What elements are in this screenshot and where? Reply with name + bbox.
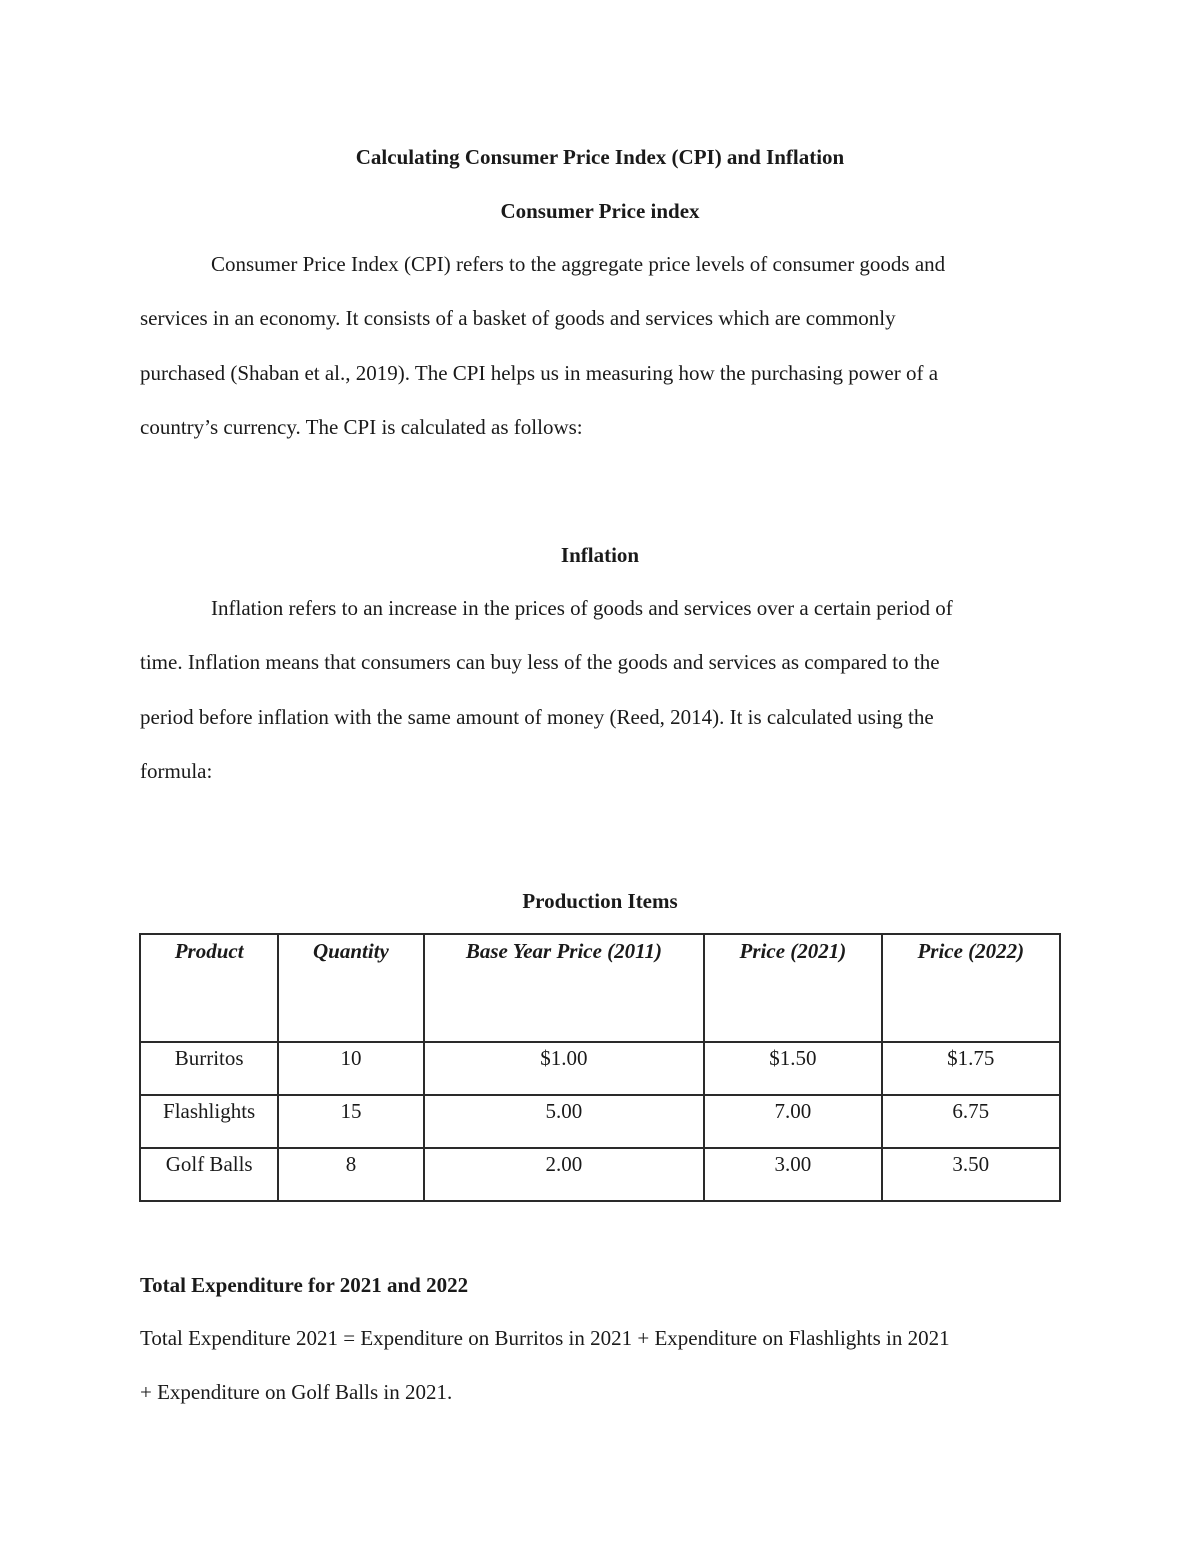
table-header-row [140,934,1060,1042]
paragraph-line: Total Expenditure 2021 = Expenditure on Burritos in 2021 + Expenditure on Flashlights in 2021 [140,1326,950,1350]
table-row [140,1042,1060,1095]
cell-product: Golf Balls [140,1148,278,1201]
cell-quantity: 15 [278,1095,423,1148]
production-items-table [139,933,1061,1202]
inflation-heading: Inflation [560,543,640,567]
cell-price-2021: 3.00 [704,1148,881,1201]
header-product: Product [140,934,278,1042]
cell-price-2021: $1.50 [704,1042,881,1095]
cell-base-price: $1.00 [424,1042,705,1095]
document-title: Calculating Consumer Price Index (CPI) and Inflation [355,145,845,169]
paragraph-line: + Expenditure on Golf Balls in 2021. [140,1380,453,1405]
paragraph-line: Consumer Price Index (CPI) refers to the aggregate price levels of consumer goods and [211,252,946,276]
expenditure-paragraph [140,1311,1070,1420]
cell-base-price: 5.00 [424,1095,705,1148]
table-row [140,1095,1060,1148]
paragraph-line: country’s currency. The CPI is calculated as follows: [140,414,583,439]
cell-product: Flashlights [140,1095,278,1148]
header-price-2022: Price (2022) [882,934,1060,1042]
cell-quantity: 8 [278,1148,423,1201]
table-row [140,1148,1060,1201]
cell-quantity: 10 [278,1042,423,1095]
cell-base-price: 2.00 [424,1148,705,1201]
paragraph-line: services in an economy. It consists of a basket of goods and services which are commonly [140,306,896,331]
paragraph-line: Inflation refers to an increase in the prices of goods and services over a certain period of [211,596,953,620]
table-caption: Production Items [522,889,678,913]
cell-price-2022: $1.75 [882,1042,1060,1095]
header-quantity: Quantity [278,934,423,1042]
paragraph-line: period before inflation with the same amount of money (Reed, 2014). It is calculated using the [140,704,934,729]
cpi-heading: Consumer Price index [500,199,700,223]
cell-price-2021: 7.00 [704,1095,881,1148]
cpi-paragraph [140,237,1070,454]
cell-price-2022: 6.75 [882,1095,1060,1148]
header-base-year-price: Base Year Price (2011) [424,934,705,1042]
expenditure-heading: Total Expenditure for 2021 and 2022 [140,1273,469,1297]
cell-product: Burritos [140,1042,278,1095]
paragraph-line: purchased (Shaban et al., 2019). The CPI helps us in measuring how the purchasing power of a [140,360,939,385]
header-price-2021: Price (2021) [704,934,881,1042]
cell-price-2022: 3.50 [882,1148,1060,1201]
paragraph-line: formula: [140,758,213,783]
inflation-paragraph [140,581,1070,798]
paragraph-line: time. Inflation means that consumers can buy less of the goods and services as compared to the [140,650,940,675]
